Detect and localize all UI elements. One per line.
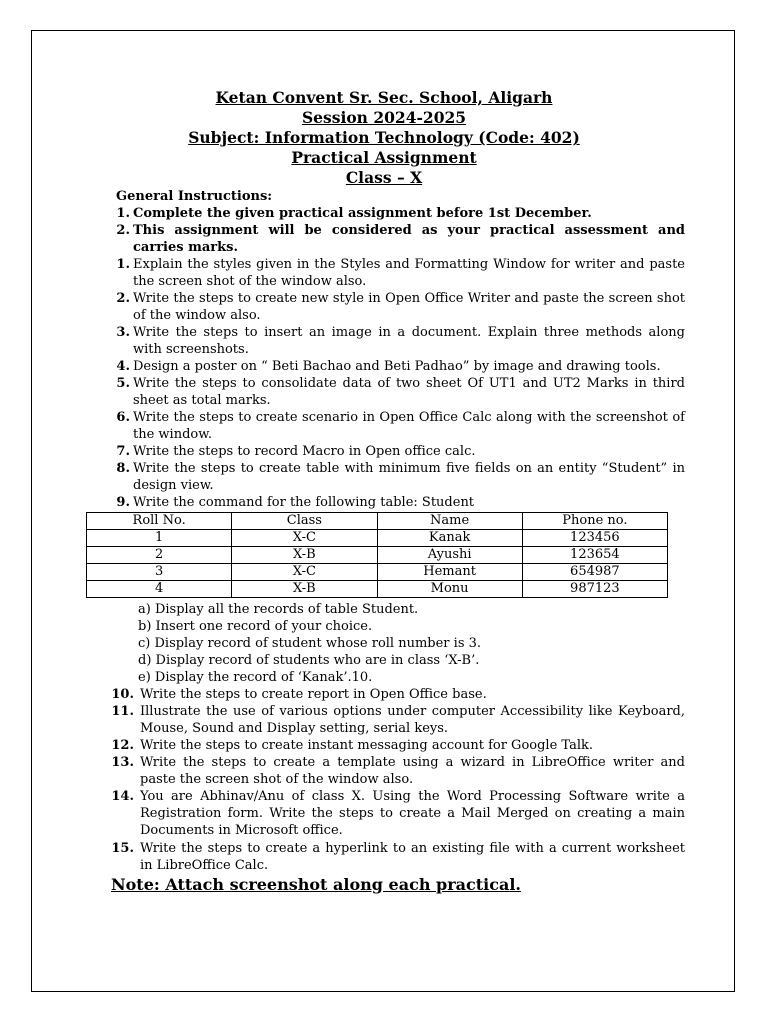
table-cell: X-C [232,564,377,581]
subpart-a: a) Display all the records of table Student. [138,602,419,617]
table-row [87,581,668,598]
table-cell: 1 [87,530,232,547]
attachment-note: Note: Attach screenshot along each practical. [111,875,521,894]
subpart-c: c) Display record of student whose roll number is 3. [138,636,482,651]
instruction-text: This assignment will be considered as your practical assessment and carries marks. [133,223,685,255]
table-cell: 123654 [522,547,667,564]
question-number: 4. [116,359,130,374]
table-header: Roll No. [87,513,232,530]
question-number: 2. [116,291,130,306]
question-number: 7. [116,444,130,459]
question-number: 5. [116,376,130,391]
question-number: 13. [111,755,134,770]
table-cell: 3 [87,564,232,581]
table-header: Phone no. [522,513,667,530]
question-text: Write the steps to create report in Open Office base. [140,687,487,702]
question-number: 9. [116,495,130,510]
question-text: Write the steps to consolidate data of two sheet Of UT1 and UT2 Marks in third sheet as total marks. [133,376,685,408]
question-text: Write the steps to create instant messaging account for Google Talk. [140,738,593,753]
table-row [87,530,668,547]
subject-title: Subject: Information Technology (Code: 402) [188,128,580,147]
question-number: 6. [116,410,130,425]
question-number: 10. [111,687,134,702]
question-number: 12. [111,738,134,753]
table-cell: Ayushi [377,547,522,564]
question-number: 11. [111,704,134,719]
table-header: Name [377,513,522,530]
table-cell: X-C [232,530,377,547]
question-text: Write the steps to create new style in Open Office Writer and paste the screen shot of the window also. [133,291,685,323]
question-text: Write the steps to create scenario in Open Office Calc along with the screenshot of the window. [133,410,685,442]
class-title: Class – X [345,168,423,187]
table-cell: Hemant [377,564,522,581]
table-cell: X-B [232,547,377,564]
instruction-number: 1. [116,206,130,221]
table-cell: 123456 [522,530,667,547]
subpart-e: e) Display the record of ‘Kanak’.10. [138,670,373,685]
table-row [87,547,668,564]
question-number: 3. [116,325,130,340]
question-text: Design a poster on “ Beti Bachao and Beti Padhao” by image and drawing tools. [133,359,661,374]
question-number: 14. [111,789,134,804]
instruction-text: Complete the given practical assignment before 1st December. [133,206,592,221]
question-number: 1. [116,257,130,272]
table-header-row [87,513,668,530]
subpart-b: b) Insert one record of your choice. [138,619,373,634]
table-cell: 654987 [522,564,667,581]
question-number: 8. [116,461,130,476]
question-number: 15. [111,841,134,856]
table-header: Class [232,513,377,530]
general-instructions-heading: General Instructions: [116,189,273,204]
question-text: Write the steps to insert an image in a document. Explain three methods along with screenshots. [133,325,685,357]
table-cell: Monu [377,581,522,598]
question-text: You are Abhinav/Anu of class X. Using the Word Processing Software write a Registration form. Write the steps to create a Mail Merged on creating a main Documents in Microsoft office. [140,789,685,838]
table-cell: Kanak [377,530,522,547]
table-cell: 987123 [522,581,667,598]
table-row [87,564,668,581]
table-cell: X-B [232,581,377,598]
student-table [86,512,668,598]
question-text: Write the steps to record Macro in Open office calc. [133,444,476,459]
question-text: Write the steps to create a hyperlink to an existing file with a current worksheet in LibreOffice Calc. [140,841,685,873]
question-text: Write the steps to create a template using a wizard in LibreOffice writer and paste the screen shot of the window also. [140,755,685,787]
question-text: Write the steps to create table with minimum five fields on an entity “Student” in design view. [133,461,685,493]
question-text: Write the command for the following table: Student [133,495,475,510]
instruction-number: 2. [116,223,130,238]
assignment-title: Practical Assignment [291,148,477,167]
school-name: Ketan Convent Sr. Sec. School, Aligarh [215,88,553,107]
question-text: Explain the styles given in the Styles and Formatting Window for writer and paste the screen shot of the window also. [133,257,685,289]
subpart-d: d) Display record of students who are in class ‘X-B’. [138,653,480,668]
table-cell: 4 [87,581,232,598]
table-cell: 2 [87,547,232,564]
question-text: Illustrate the use of various options under computer Accessibility like Keyboard, Mouse, Sound and Display setting, serial keys. [140,704,685,736]
session-title: Session 2024-2025 [301,108,467,127]
